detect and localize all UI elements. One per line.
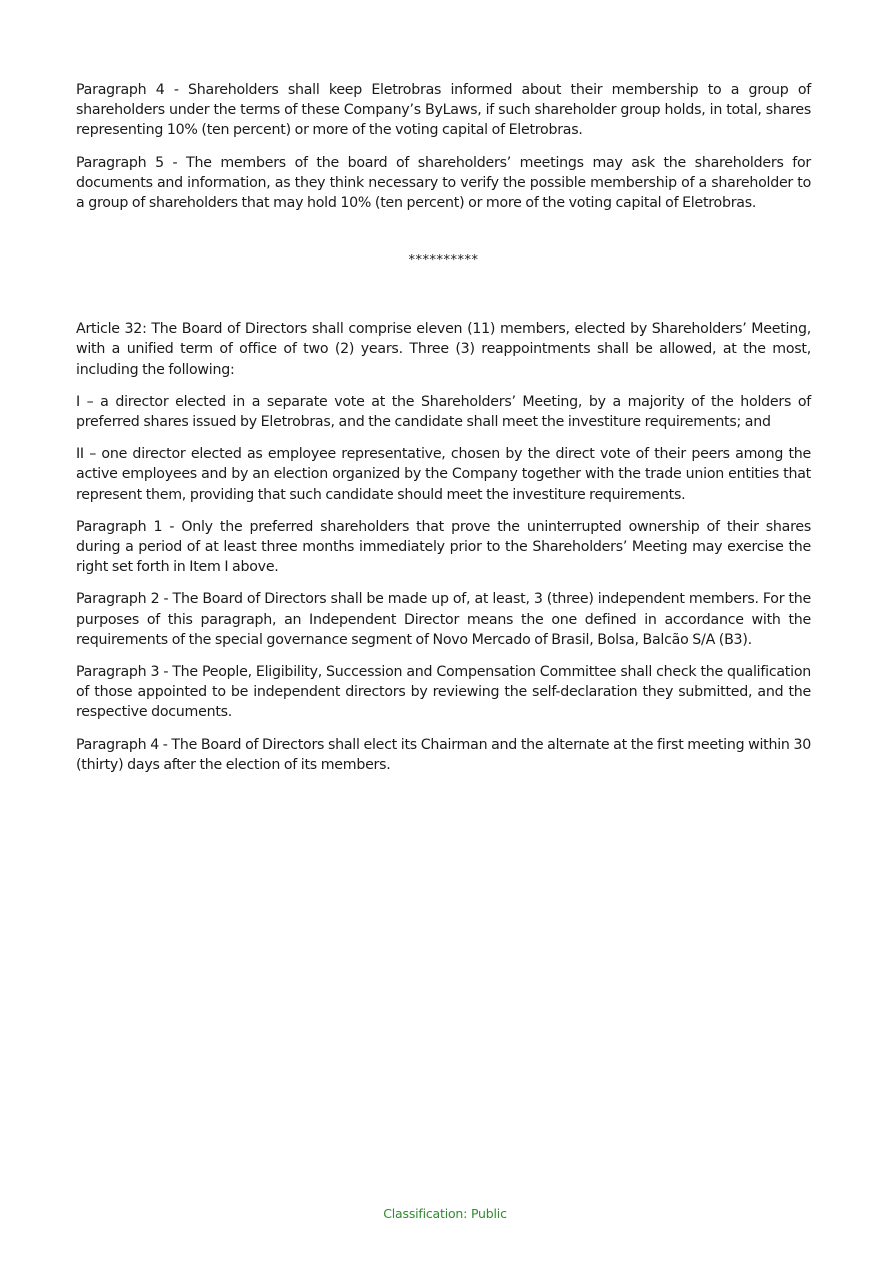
article-32-paragraph-1: Paragraph 1 - Only the preferred shareholders that prove the uninterrupted ownership of their shares during a period of at least three months immediately prior to the Shareholders’ Meeting may exercise the right set forth in Item I above. — [76, 518, 811, 576]
section-separator: ********** — [408, 253, 479, 269]
article-32-paragraph-3: Paragraph 3 - The People, Eligibility, Succession and Compensation Committee shall check the qualification of those appointed to be independent directors by reviewing the self-declaration they submitted, and the respective documents. — [76, 664, 811, 721]
classification-footer: Classification: Public — [383, 1206, 507, 1221]
paragraph-4-shareholders: Paragraph 4 - Shareholders shall keep Eletrobras informed about their membership to a group of shareholders under the terms of these Company’s ByLaws, if such shareholder group holds, in total, shares representing 10% (ten percent) or more of the voting capital of Eletrobras. — [76, 82, 811, 139]
article-32-item-ii: II – one director elected as employee representative, chosen by the direct vote of their peers among the active employees and by an election organized by the Company together with the trade union entities that represent them, providing that such candidate should meet the investiture requirements. — [76, 446, 811, 503]
document-page — [76, 80, 811, 787]
section-gap — [76, 271, 811, 319]
article-32-intro: Article 32: The Board of Directors shall comprise eleven (11) members, elected by Shareholders’ Meeting, with a unified term of office of two (2) years. Three (3) reappointments shall be allowed, at the most, including the following: — [76, 321, 811, 378]
article-32-paragraph-4: Paragraph 4 - The Board of Directors shall elect its Chairman and the alternate at the first meeting within 30 (thirty) days after the election of its members. — [76, 736, 811, 773]
article-32-paragraph-2: Paragraph 2 - The Board of Directors shall be made up of, at least, 3 (three) independent members. For the purposes of this paragraph, an Independent Director means the one defined in accordance with the requirements of the special governance segment of Novo Mercado of Brasil, Bolsa, Balcão S/A (B3). — [76, 591, 811, 648]
paragraph-5-shareholders: Paragraph 5 - The members of the board of shareholders’ meetings may ask the shareholders for documents and information, as they think necessary to verify the possible membership of a shareholder to a group of shareholders that may hold 10% (ten percent) or more of the voting capital of Eletrobras. — [76, 154, 811, 212]
article-32-item-i: I – a director elected in a separate vote at the Shareholders’ Meeting, by a majority of the holders of preferred shares issued by Eletrobras, and the candidate shall meet the investiture requirements; and — [76, 393, 811, 431]
